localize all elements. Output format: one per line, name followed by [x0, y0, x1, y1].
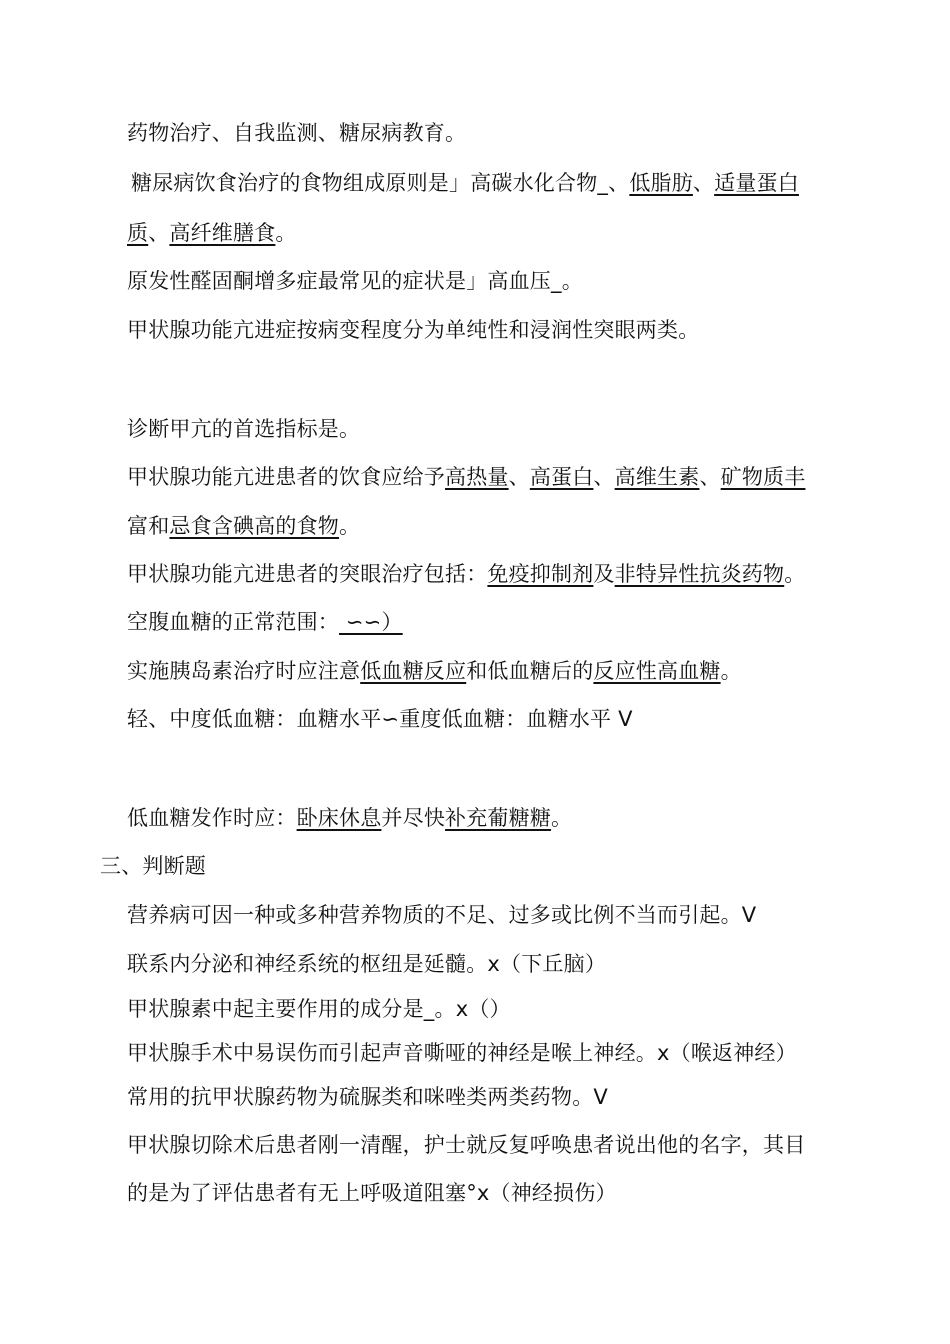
text-segment: 和低血糖后的	[466, 659, 594, 683]
text-segment: 、	[692, 171, 715, 195]
text-segment: 糖尿病饮食治疗的食物组成原则是」高碳水化合物_、	[131, 171, 630, 195]
underlined-answer: 低血糖反应	[360, 659, 467, 683]
text-line	[127, 462, 805, 492]
text-line	[127, 315, 699, 345]
text-segment: 。	[339, 514, 361, 538]
text-segment: 甲状腺手术中易误伤而引起声音嘶哑的神经是喉上神经。x（喉返神经）	[127, 1041, 797, 1065]
underlined-answer: 免疫抑制剂	[487, 562, 594, 586]
text-segment: 药物治疗、自我监测、糖尿病教育。	[127, 121, 467, 145]
text-segment: 甲状腺功能亢进患者的饮食应给予	[127, 465, 445, 489]
text-segment: 原发性醛固酮增多症最常见的症状是」高血压_。	[127, 269, 583, 293]
text-line	[127, 949, 606, 979]
text-segment: 。	[275, 221, 297, 245]
text-line	[127, 559, 805, 589]
text-line	[127, 118, 466, 148]
underlined-answer: 质	[127, 221, 149, 245]
text-line	[127, 1038, 797, 1068]
text-segment: 及	[593, 562, 615, 586]
text-line	[127, 218, 297, 248]
underlined-answer: 忌食含碘高的食物	[169, 514, 340, 538]
underlined-answer: 低脂肪	[629, 171, 693, 195]
text-segment: 实施胰岛素治疗时应注意	[127, 659, 361, 683]
underlined-answer: 高热量	[445, 465, 509, 489]
text-line	[127, 656, 742, 686]
text-segment: 营养病可因一种或多种营养物质的不足、过多或比例不当而引起。V	[127, 903, 757, 927]
text-segment: 甲状腺切除术后患者刚一清醒，护士就反复呼唤患者说出他的名字，其目	[127, 1133, 806, 1157]
text-line	[127, 1130, 805, 1160]
underlined-answer: 卧床休息	[296, 806, 382, 830]
text-segment: 联系内分泌和神经系统的枢纽是延髓。x（下丘脑）	[127, 952, 607, 976]
underlined-answer: 适量蛋白	[714, 171, 799, 195]
text-segment: 、	[508, 465, 530, 489]
text-segment: 诊断甲亢的首选指标是。	[127, 417, 361, 441]
text-segment: 。	[551, 806, 573, 830]
text-segment: 。	[784, 562, 806, 586]
text-segment: 甲状腺素中起主要作用的成分是_。x（）	[127, 997, 511, 1021]
text-line	[127, 511, 360, 541]
text-segment: 的是为了评估患者有无上呼吸道阻塞°x（神经损伤）	[127, 1181, 617, 1205]
underlined-answer: 高蛋白	[529, 465, 594, 489]
text-segment: 并尽快	[381, 806, 446, 830]
text-segment: 甲状腺功能亢进患者的突眼治疗包括：	[127, 562, 488, 586]
text-segment: 三、判断题	[100, 854, 206, 878]
underlined-answer: 非特异性抗炎药物	[614, 562, 785, 586]
underlined-answer: ∽∽）	[339, 610, 403, 634]
underlined-answer: 补充葡糖糖	[445, 806, 552, 830]
text-segment: 甲状腺功能亢进症按病变程度分为单纯性和浸润性突眼两类。	[127, 318, 700, 342]
text-segment: 、	[699, 465, 721, 489]
text-line	[127, 607, 403, 637]
section-heading	[100, 851, 206, 881]
underlined-answer: 反应性高血糖	[593, 659, 721, 683]
text-line	[127, 803, 572, 833]
text-line	[131, 168, 799, 198]
text-segment: 。	[720, 659, 742, 683]
text-line	[127, 1082, 608, 1112]
text-segment: 富和	[127, 514, 170, 538]
text-segment: 轻、中度低血糖：血糖水平∽重度低血糖：血糖水平 V	[127, 707, 633, 731]
text-line	[127, 266, 583, 296]
underlined-answer: 高维生素	[614, 465, 700, 489]
underlined-answer: 矿物质丰	[720, 465, 806, 489]
text-line	[127, 1178, 617, 1208]
text-segment: 、	[148, 221, 170, 245]
text-segment: 常用的抗甲状腺药物为硫脲类和咪唑类两类药物。V	[127, 1085, 608, 1109]
text-segment: 空腹血糖的正常范围：	[127, 610, 339, 634]
text-line	[127, 900, 756, 930]
underlined-answer: 高纤维膳食	[169, 221, 276, 245]
text-line	[127, 414, 360, 444]
text-segment: 、	[593, 465, 615, 489]
text-segment: 低血糖发作时应：	[127, 806, 297, 830]
text-line	[127, 994, 511, 1024]
text-line	[127, 704, 633, 734]
